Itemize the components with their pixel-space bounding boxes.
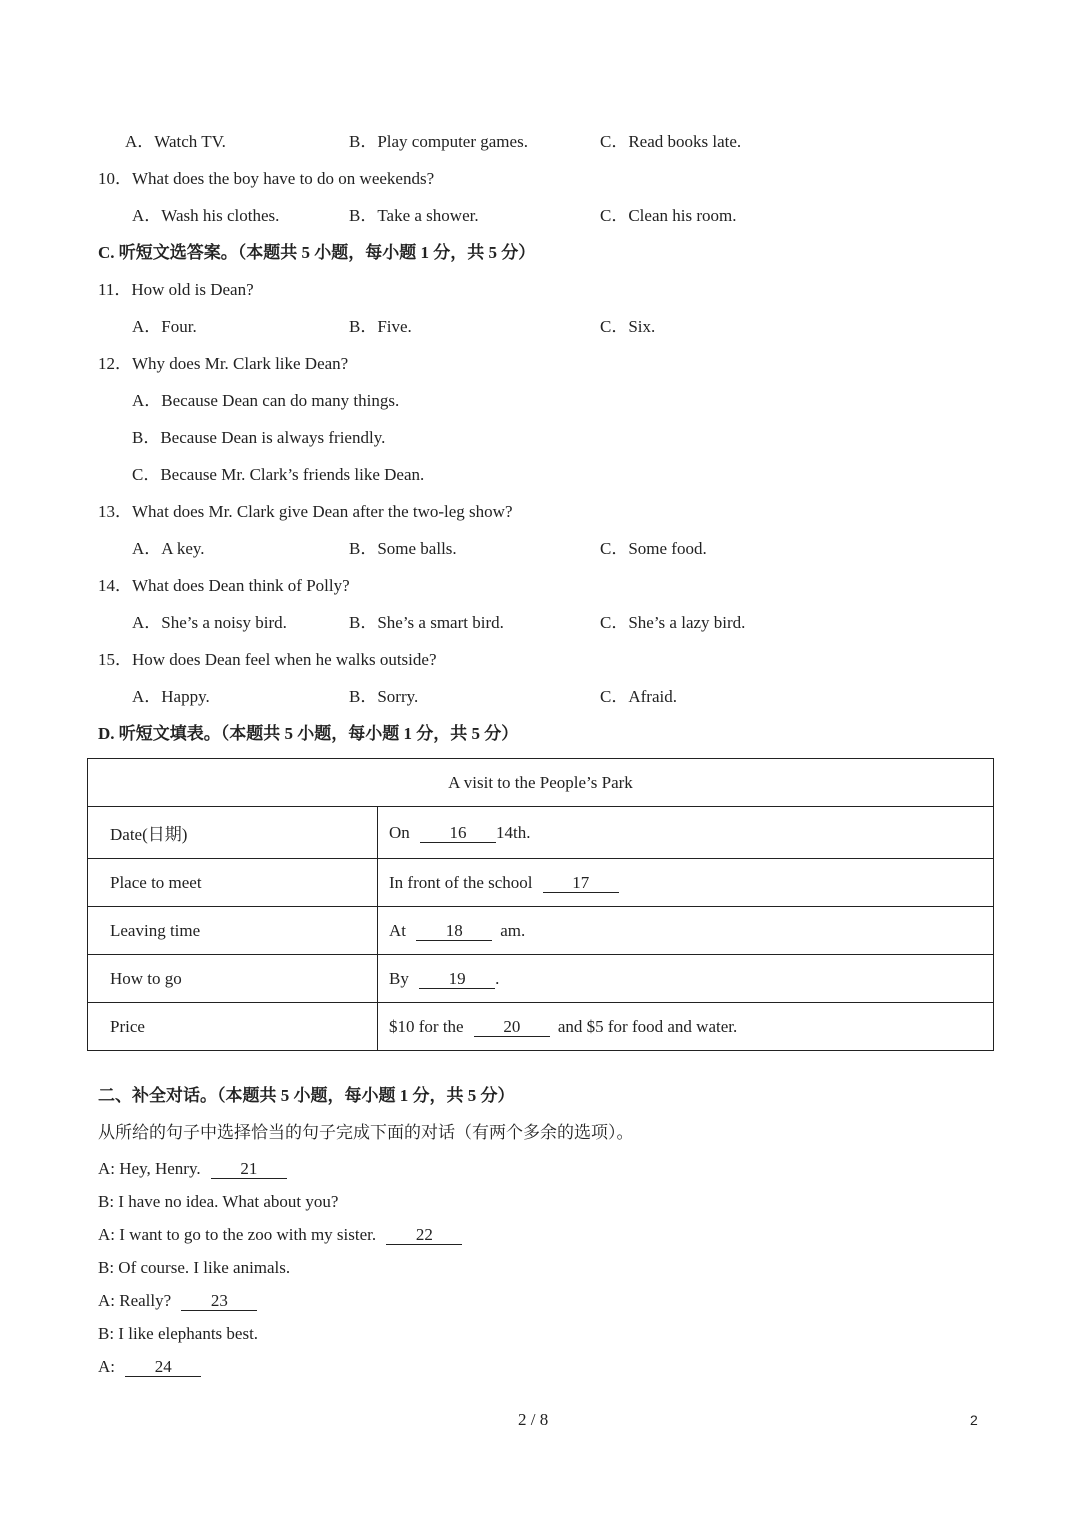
- row-post-text: .: [495, 968, 500, 988]
- q9-option-b: B．Play computer games.: [349, 132, 528, 151]
- dialogue-line: B: I like elephants best.: [98, 1324, 259, 1343]
- q13-option-b: B．Some balls.: [349, 539, 457, 558]
- row-label: Place to meet: [88, 859, 378, 907]
- dialogue-line: B: I have no idea. What about you?: [98, 1192, 339, 1211]
- q13-question: 13．What does Mr. Clark give Dean after the two-leg show?: [98, 502, 513, 521]
- q12-option-a: A．Because Dean can do many things.: [132, 391, 400, 410]
- row-value: [378, 907, 994, 955]
- blank-21[interactable]: 21: [211, 1160, 287, 1179]
- section-d-heading: D. 听短文填表。（本题共 5 小题，每小题 1 分，共 5 分）: [98, 724, 519, 743]
- part2-instruction: 从所给的句子中选择恰当的句子完成下面的对话（有两个多余的选项）。: [98, 1123, 634, 1142]
- row-pre-text: At: [389, 920, 406, 940]
- row-pre-text: By: [389, 968, 409, 988]
- dialogue-text: A: I want to go to the zoo with my sister.: [98, 1225, 377, 1244]
- corner-page-number: 2: [970, 1412, 978, 1428]
- dialogue-line: B: Of course. I like animals.: [98, 1258, 291, 1277]
- table-row: [88, 955, 994, 1003]
- q9-option-c: C．Read books late.: [600, 132, 742, 151]
- dialogue-text: A:: [98, 1357, 115, 1376]
- row-post-text: and $5 for food and water.: [557, 1016, 738, 1036]
- table-row: [88, 859, 994, 907]
- row-pre-text: On: [389, 822, 410, 842]
- part2-heading: 二、补全对话。（本题共 5 小题，每小题 1 分，共 5 分）: [98, 1086, 515, 1105]
- dialogue-line: [98, 1290, 257, 1312]
- q11-option-c: C．Six.: [600, 317, 656, 336]
- dialogue-line: [98, 1158, 287, 1180]
- row-value: [378, 859, 994, 907]
- dialogue-line: [98, 1224, 462, 1246]
- blank-17[interactable]: 17: [543, 874, 619, 893]
- q11-option-a: A．Four.: [132, 317, 197, 336]
- q10-option-c: C．Clean his room.: [600, 206, 737, 225]
- row-value: [378, 807, 994, 859]
- q12-option-b: B．Because Dean is always friendly.: [132, 428, 386, 447]
- blank-16[interactable]: 16: [420, 824, 496, 843]
- q15-option-c: C．Afraid.: [600, 687, 677, 706]
- q9-option-a: A．Watch TV.: [125, 132, 226, 151]
- q15-option-a: A．Happy.: [132, 687, 210, 706]
- blank-24[interactable]: 24: [125, 1358, 201, 1377]
- q11-question: 11．How old is Dean?: [98, 280, 254, 299]
- q11-option-b: B．Five.: [349, 317, 412, 336]
- row-label: Leaving time: [88, 907, 378, 955]
- row-value: [378, 1003, 994, 1051]
- blank-19[interactable]: 19: [419, 970, 495, 989]
- fill-in-table: [87, 758, 994, 1051]
- row-pre-text: In front of the school: [389, 872, 533, 892]
- row-post-text: 14th.: [496, 822, 531, 842]
- q15-question: 15．How does Dean feel when he walks outside?: [98, 650, 437, 669]
- blank-18[interactable]: 18: [416, 922, 492, 941]
- q10-option-b: B．Take a shower.: [349, 206, 479, 225]
- row-label: Date(日期): [88, 807, 378, 859]
- q12-question: 12．Why does Mr. Clark like Dean?: [98, 354, 349, 373]
- q14-question: 14．What does Dean think of Polly?: [98, 576, 350, 595]
- table-row: [88, 1003, 994, 1051]
- page-number: 2 / 8: [518, 1410, 549, 1429]
- q13-option-a: A．A key.: [132, 539, 205, 558]
- table-title: A visit to the People’s Park: [88, 759, 994, 807]
- blank-22[interactable]: 22: [386, 1226, 462, 1245]
- row-label: How to go: [88, 955, 378, 1003]
- q14-option-b: B．She’s a smart bird.: [349, 613, 504, 632]
- q12-option-c: C．Because Mr. Clark’s friends like Dean.: [132, 465, 425, 484]
- row-post-text: am.: [500, 920, 526, 940]
- blank-20[interactable]: 20: [474, 1018, 550, 1037]
- q10-option-a: A．Wash his clothes.: [132, 206, 280, 225]
- q13-option-c: C．Some food.: [600, 539, 707, 558]
- q10-question: 10．What does the boy have to do on weekends?: [98, 169, 435, 188]
- dialogue-line: [98, 1356, 201, 1378]
- blank-23[interactable]: 23: [181, 1292, 257, 1311]
- q14-option-a: A．She’s a noisy bird.: [132, 613, 287, 632]
- row-value: [378, 955, 994, 1003]
- row-label: Price: [88, 1003, 378, 1051]
- row-pre-text: $10 for the: [389, 1016, 464, 1036]
- dialogue-text: A: Really?: [98, 1291, 172, 1310]
- table-row: [88, 807, 994, 859]
- dialogue-text: A: Hey, Henry.: [98, 1159, 201, 1178]
- table-row: [88, 907, 994, 955]
- q15-option-b: B．Sorry.: [349, 687, 419, 706]
- section-c-heading: C. 听短文选答案。（本题共 5 小题，每小题 1 分，共 5 分）: [98, 243, 536, 262]
- q14-option-c: C．She’s a lazy bird.: [600, 613, 746, 632]
